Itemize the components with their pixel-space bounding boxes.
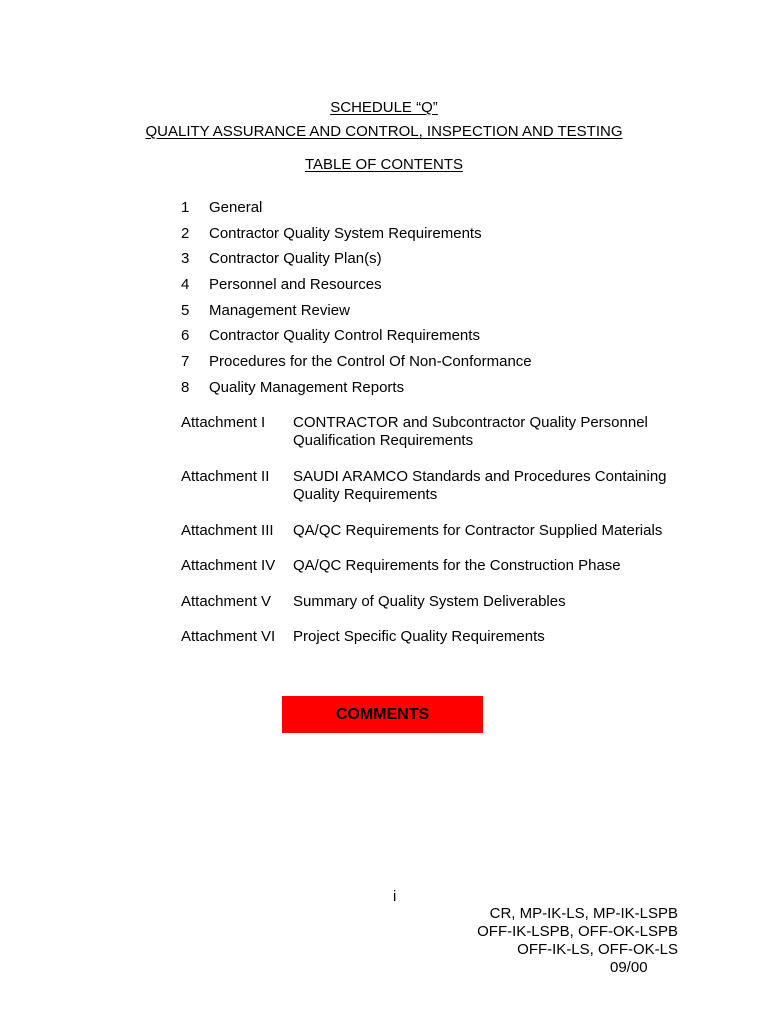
toc-item[interactable] bbox=[181, 379, 532, 405]
toc-item[interactable] bbox=[181, 199, 532, 225]
attachment-title: SAUDI ARAMCO Standards and Procedures Containing Quality Requirements bbox=[293, 468, 667, 503]
toc-item-title: Contractor Quality Plan(s) bbox=[209, 250, 382, 268]
attachment-title: QA/QC Requirements for the Construction Phase bbox=[293, 557, 621, 574]
toc-item[interactable] bbox=[181, 250, 532, 276]
attachment-item[interactable] bbox=[181, 468, 701, 504]
attachment-item[interactable] bbox=[181, 628, 701, 646]
attachment-label: Attachment IV bbox=[181, 557, 276, 574]
toc-item-title: Personnel and Resources bbox=[209, 276, 382, 294]
toc-item[interactable] bbox=[181, 353, 532, 379]
toc-item-number: 6 bbox=[181, 327, 190, 345]
attachment-label: Attachment I bbox=[181, 414, 266, 431]
toc-item[interactable] bbox=[181, 327, 532, 353]
attachment-label: Attachment II bbox=[181, 468, 270, 485]
footer-code-line: CR, MP-IK-LS, MP-IK-LSPB bbox=[489, 905, 678, 922]
attachment-title: CONTRACTOR and Subcontractor Quality Personnel Qualification Requirements bbox=[293, 414, 648, 449]
attachment-label: Attachment VI bbox=[181, 628, 276, 645]
attachment-item[interactable] bbox=[181, 593, 701, 611]
page-number: i bbox=[393, 888, 397, 905]
schedule-title: SCHEDULE “Q” bbox=[330, 99, 438, 116]
toc-item-title: Management Review bbox=[209, 301, 350, 319]
attachment-label: Attachment III bbox=[181, 522, 274, 539]
attachment-item[interactable] bbox=[181, 557, 701, 575]
attachment-title: QA/QC Requirements for Contractor Supplied Materials bbox=[293, 522, 663, 539]
toc-item[interactable] bbox=[181, 276, 532, 302]
toc-heading: TABLE OF CONTENTS bbox=[304, 156, 464, 173]
document-subject: QUALITY ASSURANCE AND CONTROL, INSPECTION AND TESTING bbox=[145, 123, 623, 140]
attachment-list bbox=[181, 414, 701, 646]
footer-date: 09/00 bbox=[610, 959, 648, 976]
toc-item-title: Contractor Quality Control Requirements bbox=[209, 327, 480, 345]
toc-item-number: 5 bbox=[181, 301, 190, 319]
toc-item[interactable] bbox=[181, 302, 532, 328]
toc-item[interactable] bbox=[181, 225, 532, 251]
toc-item-title: General bbox=[209, 199, 263, 216]
comments-button-label: COMMENTS bbox=[335, 705, 430, 723]
comments-button[interactable] bbox=[282, 696, 483, 733]
attachment-label: Attachment V bbox=[181, 593, 272, 610]
attachment-item[interactable] bbox=[181, 522, 701, 540]
toc-list bbox=[181, 199, 532, 405]
toc-item-number: 1 bbox=[181, 199, 190, 216]
footer-codes bbox=[477, 905, 678, 959]
footer-code-line: OFF-IK-LS, OFF-OK-LS bbox=[517, 941, 678, 958]
toc-item-number: 8 bbox=[181, 378, 190, 396]
toc-item-number: 4 bbox=[181, 276, 190, 294]
toc-item-number: 3 bbox=[181, 250, 190, 268]
toc-item-number: 7 bbox=[181, 353, 190, 371]
toc-item-title: Quality Management Reports bbox=[209, 378, 405, 396]
toc-item-title: Procedures for the Control Of Non-Conformance bbox=[209, 353, 532, 371]
footer-code-line: OFF-IK-LSPB, OFF-OK-LSPB bbox=[477, 923, 678, 940]
attachment-title: Summary of Quality System Deliverables bbox=[293, 593, 566, 610]
attachment-item[interactable] bbox=[181, 414, 701, 450]
toc-item-title: Contractor Quality System Requirements bbox=[209, 224, 482, 242]
attachment-title: Project Specific Quality Requirements bbox=[293, 628, 545, 645]
toc-item-number: 2 bbox=[181, 224, 190, 242]
